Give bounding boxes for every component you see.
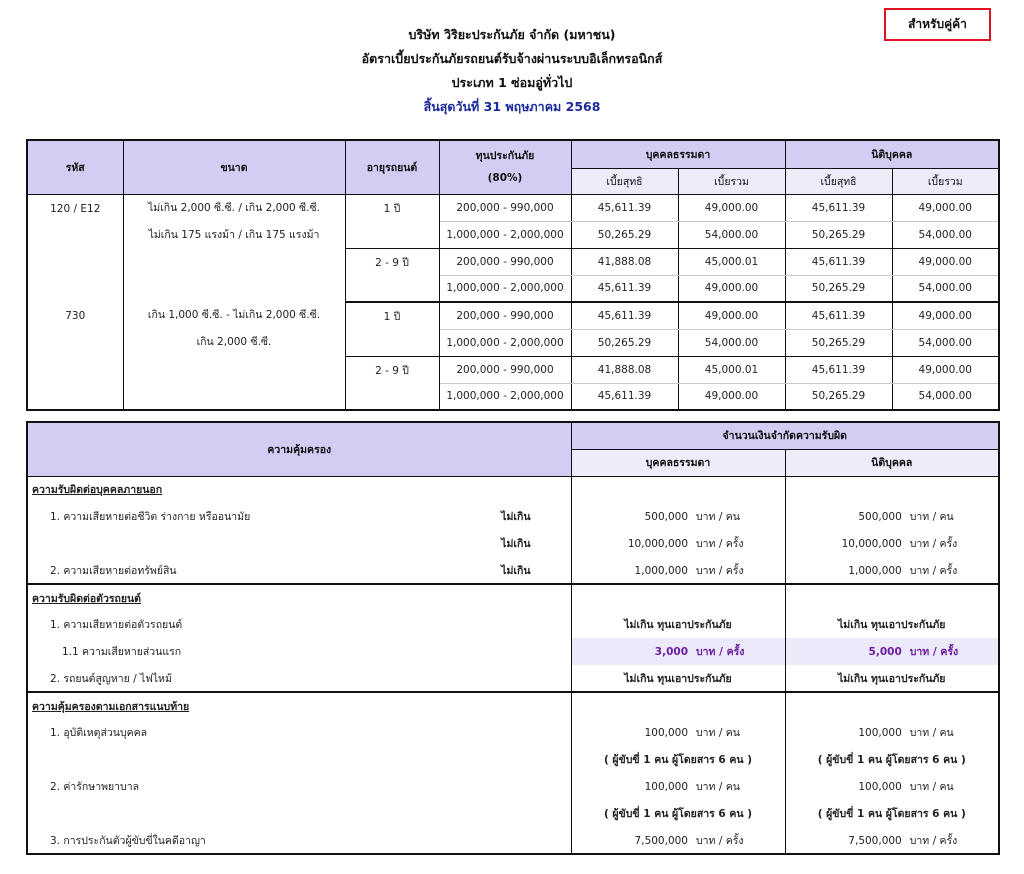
unit: บาท / คน [909,781,954,793]
corp-limit [785,719,999,746]
condition-label: ไม่เกิน [467,557,571,584]
corp-limit [785,503,999,530]
amount: 10,000,000 [627,538,688,550]
section-vehicle: ความรับผิดต่อตัวรถยนต์ [27,584,571,611]
ind-net: 45,611.39 [571,302,678,329]
ind-net: 45,611.39 [571,383,678,410]
unit: บาท / คน [909,511,954,523]
seats-note: ( ผู้ขับขี่ 1 คน ผู้โดยสาร 6 คน ) [785,800,999,827]
insurance-type: ประเภท 1 ซ่อมอู่ทั่วไป [451,75,573,90]
header-individual: บุคคลธรรมดา [571,140,785,168]
sum-insured: 1,000,000 - 2,000,000 [439,275,571,302]
header-ind-total: เบี้ยรวม [678,168,785,194]
corp-limit: ไม่เกิน ทุนเอาประกันภัย [785,665,999,692]
expiry-date: สิ้นสุดวันที่ 31 พฤษภาคม 2568 [423,99,601,114]
corp-total: 49,000.00 [892,356,999,383]
unit: บาท / ครั้ง [909,646,959,658]
amount: 100,000 [858,781,902,793]
vehicle-code: 730 [27,302,123,410]
header-sum-label: ทุนประกันภัย [475,150,535,163]
amount: 5,000 [868,646,902,658]
corp-net: 50,265.29 [785,221,892,248]
size-line: เกิน 1,000 ซี.ซี. - ไม่เกิน 2,000 ซี.ซี. [147,309,321,321]
amount: 100,000 [644,781,688,793]
corp-total: 49,000.00 [892,194,999,221]
header-individual: บุคคลธรรมดา [571,449,785,476]
amount: 7,500,000 [634,834,688,847]
amount: 100,000 [644,727,688,739]
coverage-label: 1. อุบัติเหตุส่วนบุคคล [27,719,571,746]
vehicle-age: 2 - 9 ปี [345,248,439,302]
document-title: อัตราเบี้ยประกันภัยรถยนต์รับจ้างผ่านระบบอิเล็กทรอนิกส์ [361,51,663,66]
header-corp-total: เบี้ยรวม [892,168,999,194]
corp-total: 54,000.00 [892,275,999,302]
header-liability-limit: จำนวนเงินจำกัดความรับผิด [571,422,999,449]
corp-total: 54,000.00 [892,383,999,410]
ind-limit [571,827,785,854]
corp-limit [785,827,999,854]
ind-limit [571,773,785,800]
size-line: ไม่เกิน 175 แรงม้า / เกิน 175 แรงม้า [148,228,320,241]
coverage-table [26,421,1000,855]
coverage-label: 3. การประกันตัวผู้ขับขี่ในคดีอาญา [27,827,571,854]
sum-insured: 200,000 - 990,000 [439,248,571,275]
ind-net: 50,265.29 [571,329,678,356]
corp-total: 49,000.00 [892,302,999,329]
amount: 1,000,000 [848,564,902,577]
amount: 100,000 [858,727,902,739]
section-endorsement: ความคุ้มครองตามเอกสารแนบท้าย [27,692,571,719]
unit: บาท / คน [909,727,954,739]
corp-net: 45,611.39 [785,248,892,275]
sum-insured: 200,000 - 990,000 [439,302,571,329]
seats-note: ( ผู้ขับขี่ 1 คน ผู้โดยสาร 6 คน ) [571,746,785,773]
ind-limit [571,530,785,557]
header-size: ขนาด [123,140,345,194]
coverage-label: 1.1 ความเสียหายส่วนแรก [27,638,571,665]
corp-net: 45,611.39 [785,302,892,329]
amount: 1,000,000 [634,564,688,577]
sum-insured: 1,000,000 - 2,000,000 [439,221,571,248]
header-corporate: นิติบุคคล [785,140,999,168]
ind-total: 49,000.00 [678,194,785,221]
header-sum-insured [439,140,571,194]
ind-limit: ไม่เกิน ทุนเอาประกันภัย [571,665,785,692]
amount: 500,000 [644,511,688,523]
table-row [27,302,999,329]
corp-total: 49,000.00 [892,248,999,275]
corp-net: 45,611.39 [785,194,892,221]
table-row [27,557,999,584]
coverage-label [27,530,467,557]
amount: 3,000 [654,646,688,658]
ind-net: 50,265.29 [571,221,678,248]
unit: บาท / คน [696,781,740,793]
table-row [27,827,999,854]
corp-net: 45,611.39 [785,356,892,383]
corp-deductible [785,638,999,665]
ind-limit [571,557,785,584]
amount: 500,000 [858,511,902,523]
company-name: บริษัท วิริยะประกันภัย จำกัด (มหาชน) [408,27,616,42]
ind-limit [571,503,785,530]
coverage-label: 2. ค่ารักษาพยาบาล [27,773,571,800]
section-row [27,584,999,611]
coverage-label: 2. รถยนต์สูญหาย / ไฟไหม้ [27,665,571,692]
corp-net: 50,265.29 [785,329,892,356]
unit: บาท / คน [696,727,740,739]
vehicle-code: 120 / E12 [27,194,123,302]
header-sum-pct: (80%) [487,172,523,185]
corp-total: 54,000.00 [892,329,999,356]
header-code: รหัส [27,140,123,194]
table-row [27,638,999,665]
ind-deductible [571,638,785,665]
table-row [27,530,999,557]
premium-rate-table [26,139,1000,411]
unit: บาท / ครั้ง [696,834,744,847]
unit: บาท / ครั้ง [696,646,745,658]
amount: 7,500,000 [848,834,902,847]
header-corporate: นิติบุคคล [785,449,999,476]
ind-total: 49,000.00 [678,275,785,302]
seats-note: ( ผู้ขับขี่ 1 คน ผู้โดยสาร 6 คน ) [571,800,785,827]
section-row [27,476,999,503]
sum-insured: 200,000 - 990,000 [439,194,571,221]
size-line: เกิน 2,000 ซี.ซี. [196,336,272,348]
size-line: ไม่เกิน 2,000 ซี.ซี. / เกิน 2,000 ซี.ซี. [148,201,320,214]
header-coverage: ความคุ้มครอง [27,422,571,476]
header-age: อายุรถยนต์ [345,140,439,194]
unit: บาท / ครั้ง [909,538,958,550]
vehicle-age: 1 ปี [345,194,439,248]
ind-total: 49,000.00 [678,302,785,329]
corp-limit [785,773,999,800]
ind-total: 45,000.01 [678,248,785,275]
vehicle-size [123,194,345,302]
corp-limit: ไม่เกิน ทุนเอาประกันภัย [785,611,999,638]
unit: บาท / ครั้ง [909,834,958,847]
coverage-label: 1. ความเสียหายต่อชีวิต ร่างกาย หรืออนามัย [27,503,467,530]
section-row [27,692,999,719]
sum-insured: 1,000,000 - 2,000,000 [439,329,571,356]
document-header [0,24,1024,120]
ind-total: 54,000.00 [678,221,785,248]
ind-total: 49,000.00 [678,383,785,410]
table-row [27,800,999,827]
table-row [27,194,999,221]
corp-total: 54,000.00 [892,221,999,248]
header-corp-net: เบี้ยสุทธิ [785,168,892,194]
vehicle-age: 1 ปี [345,302,439,356]
seats-note: ( ผู้ขับขี่ 1 คน ผู้โดยสาร 6 คน ) [785,746,999,773]
condition-label: ไม่เกิน [467,503,571,530]
ind-limit [571,719,785,746]
corp-net: 50,265.29 [785,275,892,302]
unit: บาท / ครั้ง [696,538,744,550]
corp-limit [785,530,999,557]
header-ind-net: เบี้ยสุทธิ [571,168,678,194]
unit: บาท / คน [696,511,740,523]
coverage-label: 2. ความเสียหายต่อทรัพย์สิน [27,557,467,584]
table-row [27,746,999,773]
ind-net: 45,611.39 [571,275,678,302]
corp-net: 50,265.29 [785,383,892,410]
sum-insured: 1,000,000 - 2,000,000 [439,383,571,410]
unit: บาท / ครั้ง [696,564,744,577]
table-row [27,611,999,638]
ind-total: 45,000.01 [678,356,785,383]
vehicle-age: 2 - 9 ปี [345,356,439,410]
partner-badge: สำหรับคู่ค้า [884,8,991,41]
amount: 10,000,000 [841,538,902,550]
ind-total: 54,000.00 [678,329,785,356]
table-row [27,665,999,692]
unit: บาท / ครั้ง [909,564,958,577]
coverage-label: 1. ความเสียหายต่อตัวรถยนต์ [27,611,571,638]
ind-net: 45,611.39 [571,194,678,221]
ind-net: 41,888.08 [571,248,678,275]
sum-insured: 200,000 - 990,000 [439,356,571,383]
condition-label: ไม่เกิน [467,530,571,557]
corp-limit [785,557,999,584]
table-row [27,773,999,800]
table-row [27,503,999,530]
ind-limit: ไม่เกิน ทุนเอาประกันภัย [571,611,785,638]
ind-net: 41,888.08 [571,356,678,383]
table-row [27,719,999,746]
section-third-party: ความรับผิดต่อบุคคลภายนอก [27,476,571,503]
vehicle-size [123,302,345,410]
